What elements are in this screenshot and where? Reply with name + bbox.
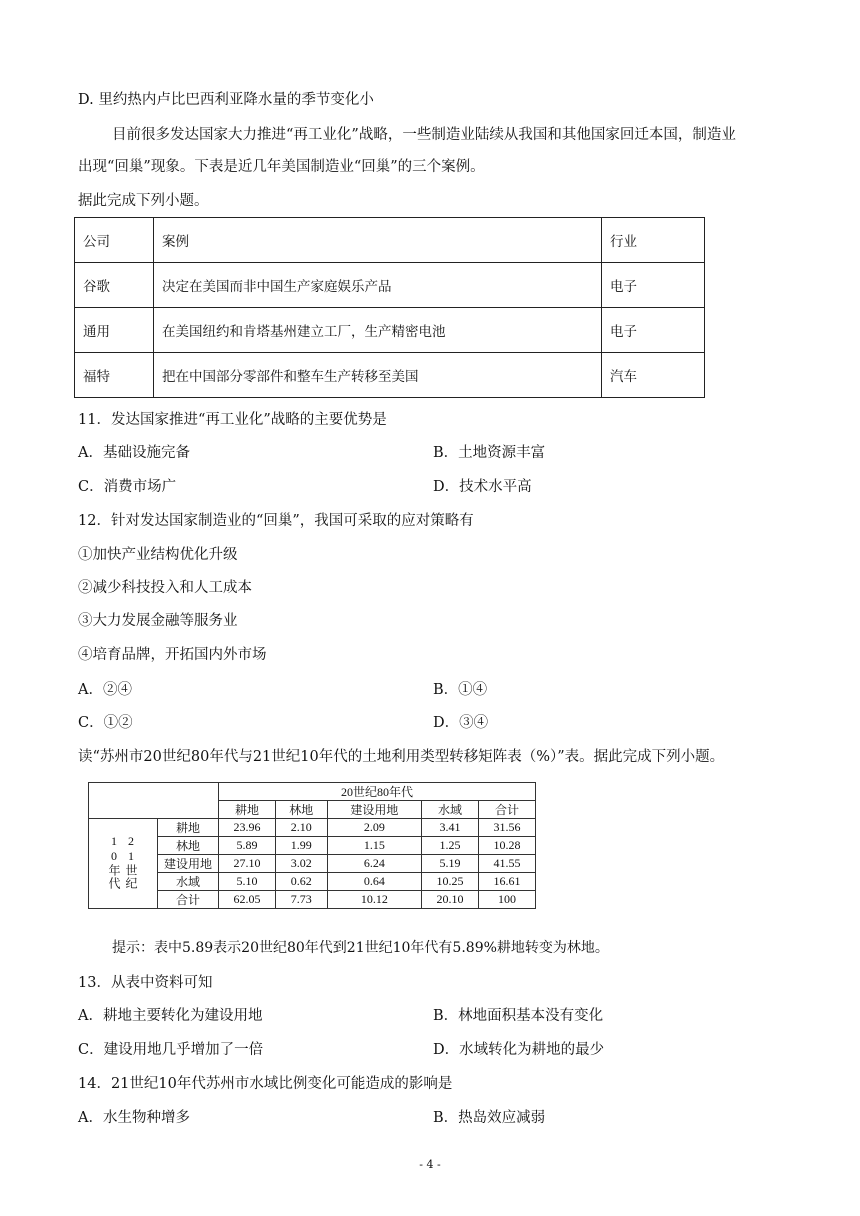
cell-industry: 电子 <box>602 308 705 353</box>
matrix-cell: 10.12 <box>327 891 421 909</box>
matrix-cell: 62.05 <box>219 891 276 909</box>
matrix-col-header: 建设用地 <box>327 801 421 819</box>
matrix-row-label: 水域 <box>158 873 219 891</box>
matrix-cell: 2.09 <box>327 819 421 837</box>
matrix-corner-cell <box>89 783 219 819</box>
cell-company: 谷歌 <box>75 263 154 308</box>
q14-stem: 14．21世纪10年代苏州市水域比例变化可能造成的影响是 <box>78 1076 453 1092</box>
matrix-col-header: 合计 <box>478 801 535 819</box>
q12-stem: 12．针对发达国家制造业的“回巢”，我国可采取的应对策略有 <box>78 513 474 529</box>
matrix-row-label: 林地 <box>158 837 219 855</box>
matrix-cell: 5.10 <box>219 873 276 891</box>
line-option-d: D. 里约热内卢比巴西利亚降水量的季节变化小 <box>78 92 374 108</box>
q11-option-d[interactable]: D．技术水平高 <box>433 479 532 495</box>
matrix-cell: 27.10 <box>219 855 276 873</box>
q12-statement-1: ①加快产业结构优化升级 <box>78 547 238 563</box>
matrix-cell: 0.62 <box>275 873 327 891</box>
q11-option-b[interactable]: B．土地资源丰富 <box>433 445 546 461</box>
matrix-cell: 3.02 <box>275 855 327 873</box>
q11-option-a[interactable]: A．基础设施完备 <box>78 445 190 461</box>
table-row <box>75 263 705 308</box>
header-case: 案例 <box>154 218 602 263</box>
matrix-col-header: 水域 <box>422 801 479 819</box>
matrix-top-header: 20世纪80年代 <box>219 783 536 801</box>
matrix-cell: 5.89 <box>219 837 276 855</box>
cell-case: 在美国纽约和肯塔基州建立工厂，生产精密电池 <box>154 308 602 353</box>
matrix-row-label: 建设用地 <box>158 855 219 873</box>
q13-option-c[interactable]: C．建设用地几乎增加了一倍 <box>78 1042 264 1058</box>
passage-line-2: 出现“回巢”现象。下表是近几年美国制造业“回巢”的三个案例。 <box>78 159 485 175</box>
cell-company: 福特 <box>75 353 154 398</box>
matrix-cell: 1.99 <box>275 837 327 855</box>
matrix-cell: 1.15 <box>327 837 421 855</box>
matrix-cell: 10.25 <box>422 873 479 891</box>
cell-case: 决定在美国而非中国生产家庭娱乐产品 <box>154 263 602 308</box>
matrix-cell: 2.10 <box>275 819 327 837</box>
read-instruction: 读“苏州市20世纪80年代与21世纪10年代的土地利用类型转移矩阵表（%）”表。据此完成下列小题。 <box>78 749 725 765</box>
table-header-row <box>75 218 705 263</box>
q12-option-b[interactable]: B．①④ <box>433 682 488 698</box>
q12-statement-4: ④培育品牌，开拓国内外市场 <box>78 647 267 663</box>
matrix-cell: 31.56 <box>478 819 535 837</box>
q11-option-c[interactable]: C．消费市场广 <box>78 479 177 495</box>
q12-statement-2: ②减少科技投入和人工成本 <box>78 580 252 596</box>
cell-company: 通用 <box>75 308 154 353</box>
cell-case: 把在中国部分零部件和整车生产转移至美国 <box>154 353 602 398</box>
matrix-cell: 20.10 <box>422 891 479 909</box>
instruction-line: 据此完成下列小题。 <box>78 193 209 209</box>
matrix-cell: 23.96 <box>219 819 276 837</box>
table-note: 提示：表中5.89表示20世纪80年代到21世纪10年代有5.89%耕地转变为林地。 <box>112 940 609 956</box>
matrix-col-header: 耕地 <box>219 801 276 819</box>
matrix-cell: 100 <box>478 891 535 909</box>
header-industry: 行业 <box>602 218 705 263</box>
matrix-cell: 1.25 <box>422 837 479 855</box>
matrix-col-header: 林地 <box>275 801 327 819</box>
passage-line-1: 目前很多发达国家大力推进“再工业化”战略，一些制造业陆续从我国和其他国家回迁本国，制造业 <box>112 127 736 143</box>
q12-option-c[interactable]: C．①② <box>78 715 133 731</box>
matrix-cell: 0.64 <box>327 873 421 891</box>
q12-option-a[interactable]: A．②④ <box>78 682 132 698</box>
cell-industry: 汽车 <box>602 353 705 398</box>
matrix-row-label: 耕地 <box>158 819 219 837</box>
matrix-top-header-row <box>89 783 536 801</box>
header-company: 公司 <box>75 218 154 263</box>
table-row <box>75 308 705 353</box>
matrix-row <box>89 819 536 837</box>
q13-option-b[interactable]: B．林地面积基本没有变化 <box>433 1008 604 1024</box>
matrix-cell: 5.19 <box>422 855 479 873</box>
matrix-side-header: 21世纪10年代 <box>107 833 138 890</box>
matrix-cell: 6.24 <box>327 855 421 873</box>
matrix-cell: 10.28 <box>478 837 535 855</box>
matrix-cell: 7.73 <box>275 891 327 909</box>
matrix-side-header-cell <box>89 819 158 909</box>
table-row <box>75 353 705 398</box>
q14-option-b[interactable]: B．热岛效应减弱 <box>433 1110 546 1126</box>
q13-stem: 13．从表中资料可知 <box>78 975 213 991</box>
cases-table <box>74 217 705 398</box>
q12-statement-3: ③大力发展金融等服务业 <box>78 613 238 629</box>
land-use-matrix-table <box>88 782 536 909</box>
q13-option-a[interactable]: A．耕地主要转化为建设用地 <box>78 1008 263 1024</box>
matrix-cell: 16.61 <box>478 873 535 891</box>
q13-option-d[interactable]: D．水域转化为耕地的最少 <box>433 1042 605 1058</box>
q11-stem: 11．发达国家推进“再工业化”战略的主要优势是 <box>78 412 387 428</box>
matrix-cell: 41.55 <box>478 855 535 873</box>
matrix-row-label: 合计 <box>158 891 219 909</box>
cell-industry: 电子 <box>602 263 705 308</box>
q12-option-d[interactable]: D．③④ <box>433 715 489 731</box>
matrix-cell: 3.41 <box>422 819 479 837</box>
q14-option-a[interactable]: A．水生物种增多 <box>78 1110 190 1126</box>
page-number: - 4 - <box>419 1158 441 1171</box>
